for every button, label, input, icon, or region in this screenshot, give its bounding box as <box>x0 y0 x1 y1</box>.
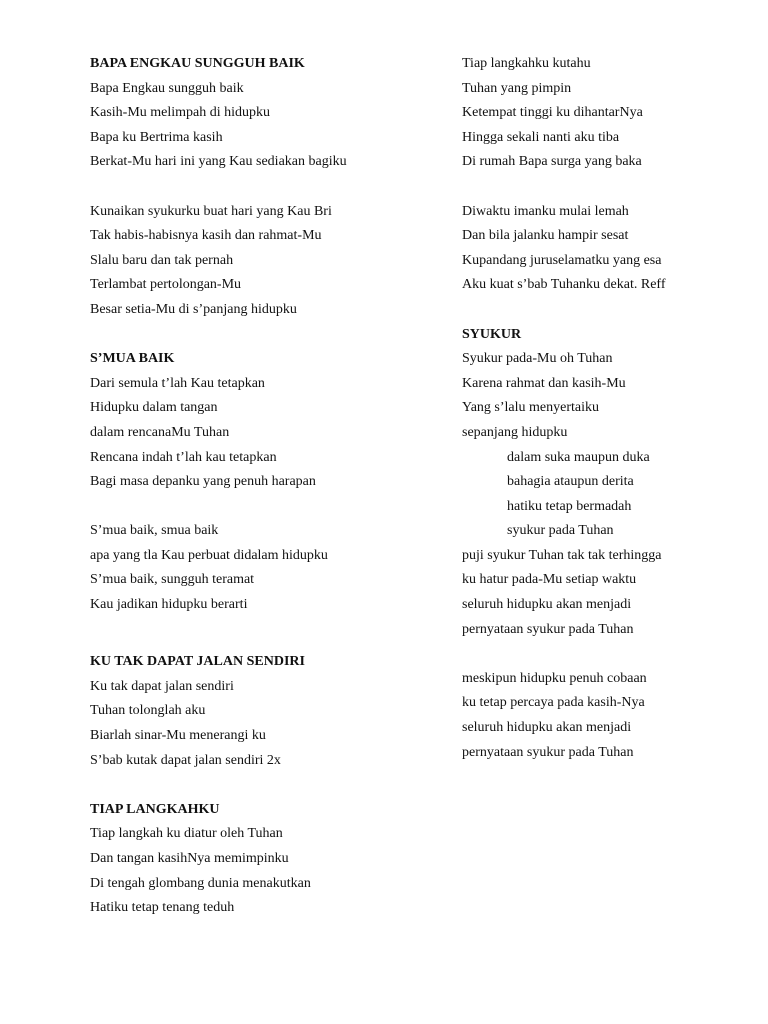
lyric-line: Di tengah glombang dunia menakutkan <box>90 875 311 891</box>
lyric-line: Bagi masa depanku yang penuh harapan <box>90 474 316 490</box>
song-title: KU TAK DAPAT JALAN SENDIRI <box>90 654 305 670</box>
lyric-line: Biarlah sinar-Mu menerangi ku <box>90 728 266 744</box>
lyric-line: pernyataan syukur pada Tuhan <box>462 744 634 760</box>
lyric-line: dalam rencanaMu Tuhan <box>90 424 230 440</box>
lyric-line: Kasih-Mu melimpah di hidupku <box>90 105 271 121</box>
lyric-line: Tiap langkahku kutahu <box>462 56 591 71</box>
stanza-gap <box>90 495 440 520</box>
stanza-gap <box>462 298 742 323</box>
lyric-line-indented: bahagia ataupun derita <box>507 474 634 490</box>
lyric-line: Hatiku tetap tenang teduh <box>90 900 235 916</box>
lyric-line: Kunaikan syukurku buat hari yang Kau Bri <box>90 203 332 219</box>
lyric-line-indented: dalam suka maupun duka <box>507 449 650 465</box>
lyric-line-indented: hatiku tetap bermadah <box>507 498 632 514</box>
lyric-line: Di rumah Bapa surga yang baka <box>462 154 642 170</box>
lyric-line: Slalu baru dan tak pernah <box>90 252 234 268</box>
stanza-gap <box>90 618 440 643</box>
stanza-gap <box>90 323 440 348</box>
lyric-line: Berkat-Mu hari ini yang Kau sediakan bagiku <box>90 154 347 170</box>
lyric-line: Kau jadikan hidupku berarti <box>90 597 248 613</box>
lyric-line: apa yang tla Kau perbuat didalam hidupku <box>90 547 328 563</box>
lyric-line-indented: syukur pada Tuhan <box>507 523 614 539</box>
stanza-gap <box>90 642 440 650</box>
lyric-line: S’mua baik, sungguh teramat <box>90 572 255 588</box>
lyric-line: Karena rahmat dan kasih-Mu <box>462 375 626 391</box>
lyric-line: Ku tak dapat jalan sendiri <box>90 678 234 694</box>
lyric-line: Kupandang juruselamatku yang esa <box>462 252 662 268</box>
right-column <box>462 52 742 765</box>
stanza-gap <box>462 642 742 667</box>
stanza-gap <box>90 175 440 200</box>
lyric-line: Tuhan tolonglah aku <box>90 703 206 719</box>
lyric-line: Hidupku dalam tangan <box>90 400 218 416</box>
stanza-gap <box>462 175 742 200</box>
left-column <box>90 52 440 921</box>
lyric-line: Tuhan yang pimpin <box>462 80 572 96</box>
lyric-line: S’mua baik, smua baik <box>90 523 219 539</box>
lyric-line: seluruh hidupku akan menjadi <box>462 597 632 613</box>
song-title: TIAP LANGKAHKU <box>90 801 220 817</box>
lyric-line: Aku kuat s’bab Tuhanku dekat. Reff <box>462 277 666 293</box>
lyric-line: Tak habis-habisnya kasih dan rahmat-Mu <box>90 228 322 244</box>
lyric-line: Besar setia-Mu di s’panjang hidupku <box>90 301 297 317</box>
lyric-line: Syukur pada-Mu oh Tuhan <box>462 351 613 367</box>
lyric-line: seluruh hidupku akan menjadi <box>462 720 632 736</box>
stanza-gap <box>90 773 440 798</box>
lyric-line: Hingga sekali nanti aku tiba <box>462 129 620 145</box>
lyric-line: S’bab kutak dapat jalan sendiri 2x <box>90 752 281 768</box>
song-title: SYUKUR <box>462 326 522 342</box>
lyric-line: Rencana indah t’lah kau tetapkan <box>90 449 277 465</box>
lyric-line: ku tetap percaya pada kasih-Nya <box>462 695 645 711</box>
song-title: BAPA ENGKAU SUNGGUH BAIK <box>90 56 305 71</box>
lyric-line: Ketempat tinggi ku dihantarNya <box>462 105 643 121</box>
lyric-line: Bapa Engkau sungguh baik <box>90 80 244 96</box>
song-title: S’MUA BAIK <box>90 351 175 367</box>
lyric-line: Yang s’lalu menyertaiku <box>462 400 599 416</box>
lyric-line: pernyataan syukur pada Tuhan <box>462 621 634 637</box>
lyric-line: ku hatur pada-Mu setiap waktu <box>462 572 637 588</box>
lyric-line: Bapa ku Bertrima kasih <box>90 129 223 145</box>
lyric-line: meskipun hidupku penuh cobaan <box>462 670 647 686</box>
lyric-line: Dan bila jalanku hampir sesat <box>462 228 629 244</box>
lyric-line: sepanjang hidupku <box>462 424 568 440</box>
lyric-line: Diwaktu imanku mulai lemah <box>462 203 629 219</box>
lyric-line: Terlambat pertolongan-Mu <box>90 277 242 293</box>
lyric-line: Dari semula t’lah Kau tetapkan <box>90 375 265 391</box>
lyric-line: puji syukur Tuhan tak tak terhingga <box>462 547 662 563</box>
lyric-line: Tiap langkah ku diatur oleh Tuhan <box>90 826 283 842</box>
lyric-line: Dan tangan kasihNya memimpinku <box>90 851 289 866</box>
